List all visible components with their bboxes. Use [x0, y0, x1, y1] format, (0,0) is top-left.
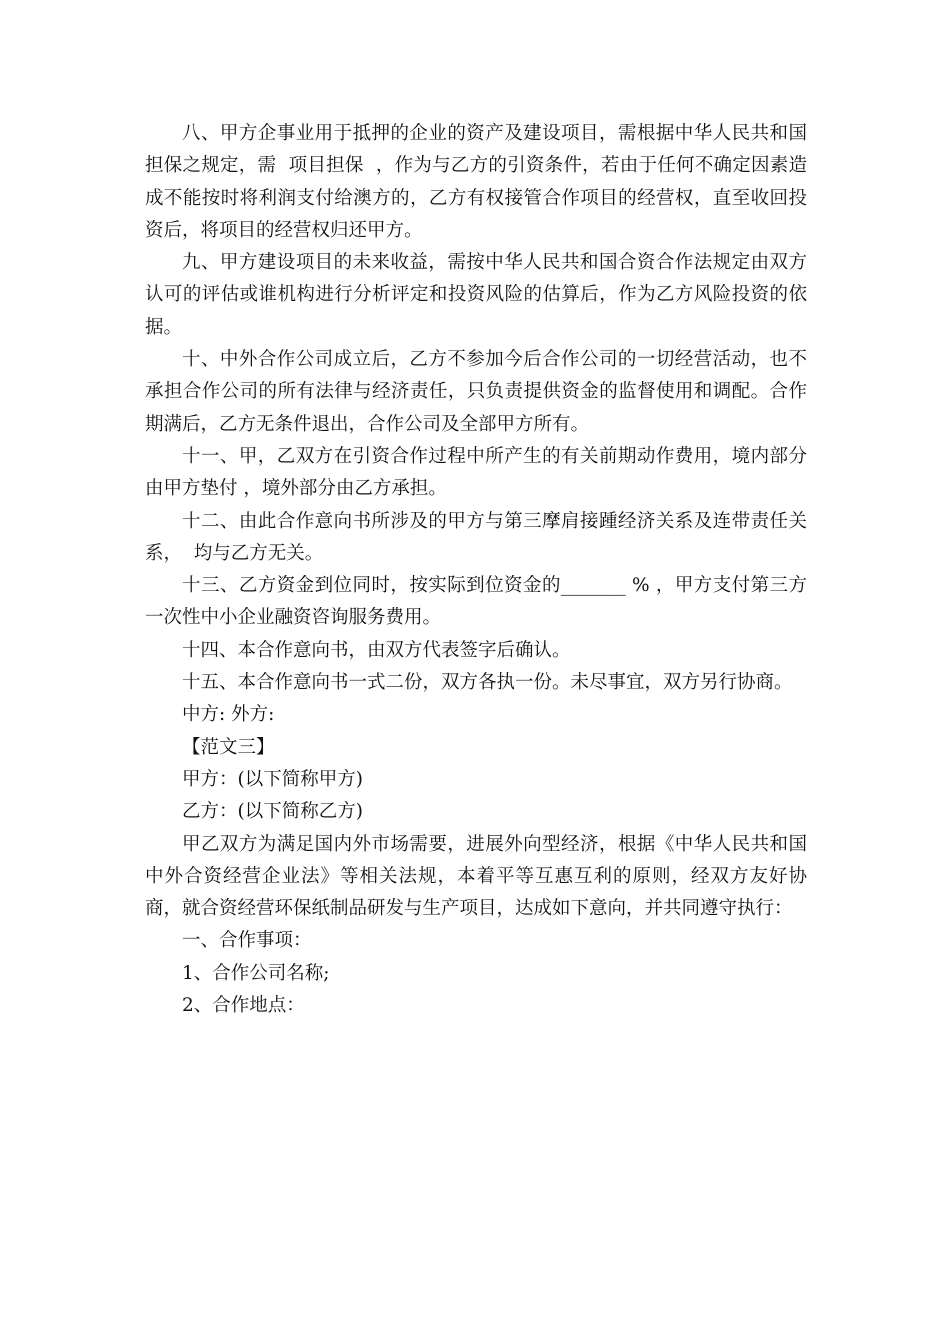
sample-three-heading: 【范文三】: [182, 736, 275, 758]
section-1-heading: 一、合作事项：: [182, 930, 312, 952]
clause-15-paragraph: 十五、本合作意向书一式二份，双方各执一份。未尽事宜，双方另行协商。: [182, 672, 793, 694]
clause-14-paragraph: 十四、本合作意向书，由双方代表签字后确认。: [182, 639, 571, 661]
party-a-line: 甲方：(以下简称甲方): [182, 768, 363, 790]
clause-8-paragraph: 八、甲方企事业用于抵押的企业的资产及建设项目，需根据中华人民共和国担保之规定，需 项目担保 ，作为与乙方的引资条件，若由于任何不确定因素造成不能按时将利润支付给澳方的，乙方有权接管合作项目的经营权，直至收回投资后，将项目的经营权归还甲方。: [145, 123, 807, 241]
clause-10-paragraph: 十、中外合作公司成立后，乙方不参加今后合作公司的一切经营活动，也不承担合作公司的所有法律与经济责任，只负责提供资金的监督使用和调配。合作期满后，乙方无条件退出，合作公司及全部甲方所有。: [145, 349, 807, 435]
party-b-line: 乙方：(以下简称乙方): [182, 801, 363, 823]
document-body: [145, 118, 807, 1022]
clause-9-paragraph: 九、甲方建设项目的未来收益，需按中华人民共和国合资合作法规定由双方认可的评估或谁机构进行分析评定和投资风险的估算后，作为乙方风险投资的依据。: [145, 252, 807, 338]
signature-parties-line: 中方: 外方:: [182, 704, 275, 726]
clause-12-paragraph: 十二、由此合作意向书所涉及的甲方与第三摩肩接踵经济关系及连带责任关系， 均与乙方无关。: [145, 510, 807, 564]
preamble-paragraph: 甲乙双方为满足国内外市场需要，进展外向型经济，根据《中华人民共和国中外合资经营企业法》等相关法规，本着平等互惠互利的原则，经双方友好协商，就合资经营环保纸制品研发与生产项目，达成如下意向，并共同遵守执行：: [145, 833, 807, 920]
clause-11-paragraph: 十一、甲，乙双方在引资合作过程中所产生的有关前期动作费用，境内部分由甲方垫付 ，境外部分由乙方承担。: [145, 445, 807, 500]
item-1-line: 1、合作公司名称;: [182, 962, 330, 984]
clause-13-paragraph: 十三、乙方资金到位同时，按实际到位资金的_______ % ，甲方支付第三方一次性中小企业融资咨询服务费用。: [145, 575, 807, 629]
item-2-line: 2、合作地点：: [182, 995, 305, 1017]
